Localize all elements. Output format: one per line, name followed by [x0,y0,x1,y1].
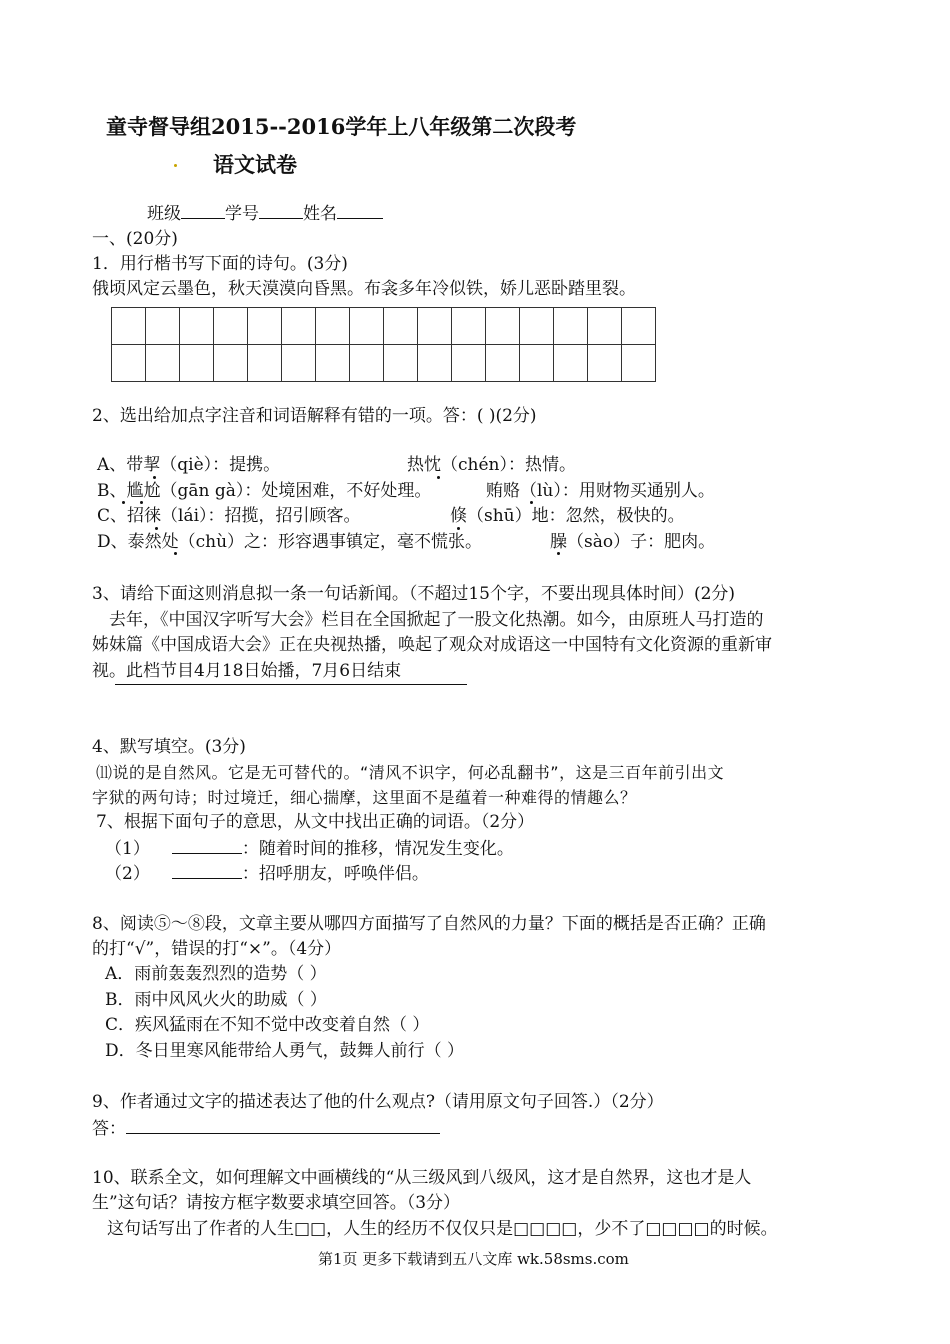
writing-grid-cell[interactable] [520,345,554,382]
q8-option-c: C．疾风猛雨在不知不觉中改变着自然（ ） [105,1015,430,1035]
writing-grid-cell[interactable] [214,345,248,382]
q2-option-d-left: D、泰然处（chù）之：形容遇事镇定，毫不慌张。 [97,532,483,552]
q3-prompt: 3、请给下面这则消息拟一条一句话新闻。（不超过15个字，不要出现具体时间）(2分) [92,584,736,604]
writing-grid-cell[interactable] [452,308,486,345]
q2-option-b-left: B、尴尬（gān gà）：处境困难，不好处理。 [97,481,432,501]
q9-answer-line[interactable] [126,1117,440,1134]
q4-line1: ⑾说的是自然风。它是无可替代的。“清风不识字，何必乱翻书”，这是三百年前引出文 [96,763,725,782]
writing-grid-row [112,345,656,382]
q10-line3: 这句话写出了作者的人生□□，人生的经历不仅仅只是□□□□，少不了□□□□的时候。 [107,1219,778,1239]
writing-grid-cell[interactable] [180,308,214,345]
q2-option-c-right: 倏（shū）地：忽然，极快的。 [450,506,685,526]
writing-grid-cell[interactable] [554,308,588,345]
q7-item-1-num: （1） [105,839,150,859]
number-label: 学号 [225,204,259,224]
q3-line1: 去年，《中国汉字听写大会》栏目在全国掀起了一股文化热潮。如今，由原班人马打造的 [109,610,764,630]
emphasis-dot [153,476,156,479]
writing-grid-cell[interactable] [248,308,282,345]
q8-line2: 的打“√”，错误的打“×”。（4分） [92,939,342,959]
q2-prompt: 2、选出给加点字注音和词语解释有错的一项。答：( )(2分) [92,406,537,426]
q7-prompt: 7、根据下面句子的意思，从文中找出正确的词语。（2分） [96,812,535,832]
writing-grid-cell[interactable] [316,345,350,382]
q10-line1: 10、联系全文，如何理解文中画横线的“从三级风到八级风，这才是自然界，这也才是人 [92,1168,752,1188]
name-label: 姓名 [303,204,337,224]
q8-option-a: A．雨前轰轰烈烈的造势（ ） [105,964,327,984]
writing-grid-cell[interactable] [588,308,622,345]
emphasis-dot [457,527,460,530]
q1-poem: 俄顷风定云墨色，秋天漠漠向昏黑。布衾多年冷似铁，娇儿恶卧踏里裂。 [92,279,636,299]
q7-item-1-blank[interactable] [172,837,242,854]
writing-grid-cell[interactable] [418,345,452,382]
q1-prompt: 1．用行楷书写下面的诗句。(3分) [92,254,348,274]
q8-option-b: B．雨中风风火火的助威（ ） [105,990,327,1010]
name-field[interactable] [337,202,383,219]
writing-grid-cell[interactable] [112,345,146,382]
q8-option-d: D．冬日里寒风能带给人勇气，鼓舞人前行（ ） [105,1041,465,1061]
writing-grid-cell[interactable] [384,345,418,382]
emphasis-dot [155,527,158,530]
writing-grid-cell[interactable] [248,345,282,382]
q9-prompt: 9、作者通过文字的描述表达了他的什么观点?（请用原文句子回答.）（2分） [92,1092,664,1112]
q8-line1: 8、阅读⑤～⑧段，文章主要从哪四方面描写了自然风的力量？下面的概括是否正确？正确 [92,914,766,934]
exam-title-line1: 童寺督导组2015--2016学年上八年级第二次段考 [106,114,577,139]
writing-grid-cell[interactable] [486,308,520,345]
emphasis-dot [557,552,560,555]
q7-item-1-text: ：随着时间的推移，情况发生变化。 [241,839,514,859]
q7-item-2-text: ：招呼朋友，呼唤伴侣。 [241,864,429,884]
writing-grid-cell[interactable] [350,308,384,345]
q7-item-2-blank[interactable] [172,862,242,879]
exam-title-line2: 语文试卷 [213,152,297,177]
writing-grid-cell[interactable] [452,345,486,382]
q7-item-2 [105,862,429,885]
emphasis-dot [122,501,125,504]
q7-item-2-num: （2） [105,864,150,884]
writing-grid-cell[interactable] [622,345,656,382]
page-footer: 第1页 更多下载请到五八文库 wk.58sms.com [318,1250,629,1268]
q2-option-d-right: 臊（sào）子：肥肉。 [550,532,716,552]
section1-heading: 一、(20分) [92,229,178,249]
writing-grid-cell[interactable] [316,308,350,345]
emphasis-dot [140,501,143,504]
decorative-dot [174,164,177,167]
q2-option-a-right: 热忱（chén）：热情。 [407,455,576,475]
q4-prompt: 4、默写填空。(3分) [92,737,246,757]
q2-option-b-right: 贿赂（lù）：用财物买通别人。 [486,481,715,501]
q9-answer-label: 答： [92,1119,126,1139]
q3-line2: 姊妹篇《中国成语大会》正在央视热播，唤起了观众对成语这一中国特有文化资源的重新审 [92,635,772,655]
writing-grid-cell[interactable] [588,345,622,382]
writing-grid-cell[interactable] [554,345,588,382]
q2-option-c-left: C、招徕（lái）：招揽，招引顾客。 [97,506,361,526]
q3-answer-line[interactable] [115,684,467,685]
writing-grid-cell[interactable] [214,308,248,345]
writing-grid-cell[interactable] [486,345,520,382]
q4-line2: 字狱的两句诗；时过境迁，细心揣摩，这里面不是蕴着一种难得的情趣么？ [92,788,637,807]
writing-grid-cell[interactable] [350,345,384,382]
writing-grid-cell[interactable] [180,345,214,382]
q3-line3: 视。此档节目4月18日始播，7月6日结束 [92,661,402,681]
writing-grid-cell[interactable] [146,308,180,345]
writing-grid-cell[interactable] [520,308,554,345]
number-field[interactable] [259,202,303,219]
writing-grid-cell[interactable] [112,308,146,345]
emphasis-dot [174,552,177,555]
writing-grid-cell[interactable] [282,345,316,382]
student-info [147,202,383,225]
writing-grid-cell[interactable] [418,308,452,345]
class-field[interactable] [181,202,225,219]
emphasis-dot [530,501,533,504]
class-label: 班级 [147,204,181,224]
writing-grid-cell[interactable] [146,345,180,382]
q10-line2: 生”这句话？请按方框字数要求填空回答。（3分） [92,1193,461,1213]
writing-grid-cell[interactable] [384,308,418,345]
q7-item-1 [105,837,514,860]
writing-grid[interactable] [111,307,656,382]
writing-grid-row [112,308,656,345]
writing-grid-cell[interactable] [282,308,316,345]
writing-grid-cell[interactable] [622,308,656,345]
emphasis-dot [437,476,440,479]
q2-option-a-left: A、带挈（qiè）：提携。 [97,455,281,475]
q9-answer [92,1117,440,1140]
